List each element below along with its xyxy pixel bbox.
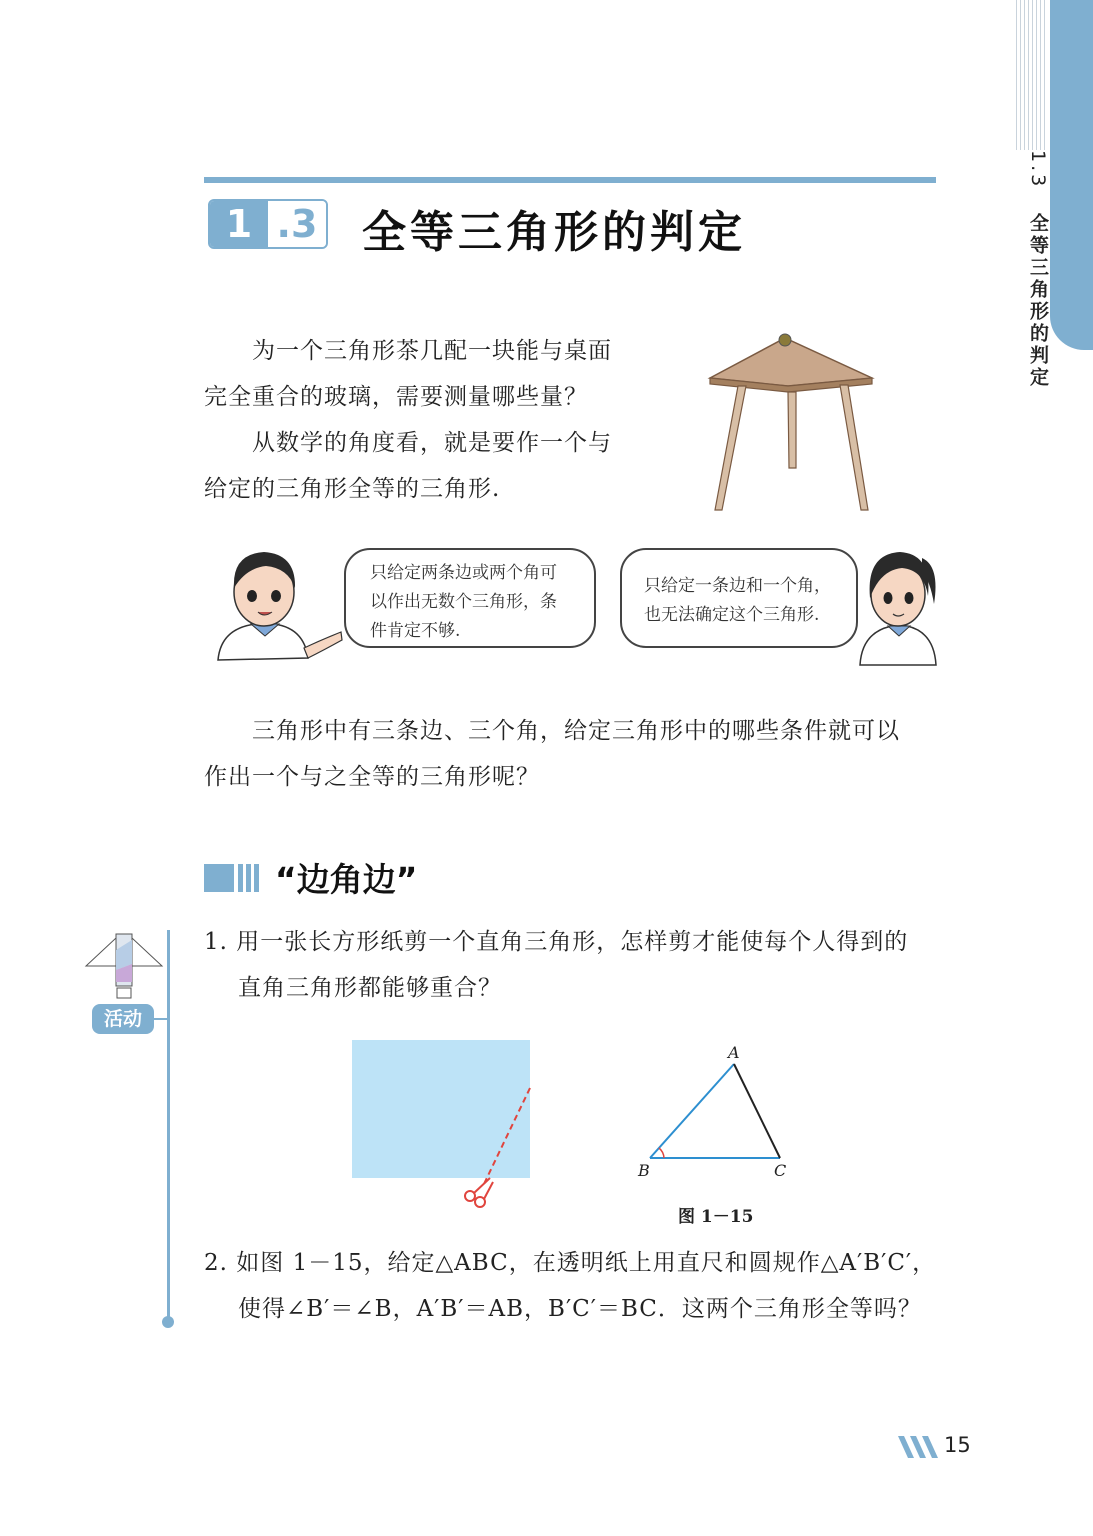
tea-table-illustration xyxy=(700,328,885,518)
question-paragraph xyxy=(204,708,944,800)
side-chapter-title xyxy=(1012,150,1052,389)
intro-paragraph xyxy=(204,328,674,512)
side-ac xyxy=(734,1064,780,1158)
angle-b-arc xyxy=(659,1148,664,1158)
figure-caption: 图 1－15 xyxy=(678,1207,754,1227)
activity-item-2 xyxy=(204,1240,954,1332)
intro-line-3: 从数学的角度看，就是要作一个与 xyxy=(252,430,612,456)
boy-speech-line-3: 件肯定不够. xyxy=(370,621,461,641)
activity-rail xyxy=(167,930,170,1320)
question-line-2: 作出一个与之全等的三角形呢？ xyxy=(204,764,540,790)
paper-cutting-figure xyxy=(348,1036,548,1216)
activity-item-1 xyxy=(204,919,944,1011)
vertex-label-b: B xyxy=(638,1161,650,1180)
boy-speech-bubble xyxy=(344,548,596,648)
activity-label: 活动 xyxy=(92,1004,154,1034)
side-number: 1.3 xyxy=(1027,150,1049,190)
vertex-label-a: A xyxy=(728,1043,740,1062)
activity-tick xyxy=(154,1018,168,1020)
scissors-icon xyxy=(465,1178,493,1207)
section-number-major: 1 xyxy=(210,201,268,247)
boy-speech-line-1: 只给定两条边或两个角可 xyxy=(370,563,557,583)
question-line-1: 三角形中有三条边、三个角，给定三角形中的哪些条件就可以 xyxy=(252,718,900,744)
triangle-abc-figure xyxy=(630,1040,800,1185)
activity-item-1-line-1: 1. 用一张长方形纸剪一个直角三角形，怎样剪才能使每个人得到的 xyxy=(204,929,909,955)
intro-line-4: 给定的三角形全等的三角形. xyxy=(204,476,501,502)
girl-character xyxy=(852,540,944,675)
activity-item-2-line-2: 使得∠B′＝∠B，A′B′＝AB，B′C′＝BC．这两个三角形全等吗？ xyxy=(238,1296,922,1322)
section-number-badge xyxy=(208,199,328,249)
girl-speech-line-2: 也无法确定这个三角形. xyxy=(644,605,820,625)
girl-speech-line-1: 只给定一条边和一个角， xyxy=(644,576,831,596)
side-tab xyxy=(1050,0,1093,350)
girl-speech-bubble xyxy=(620,548,858,648)
boy-character xyxy=(196,540,346,675)
paper-rectangle xyxy=(352,1040,530,1178)
activity-item-1-line-2: 直角三角形都能够重合？ xyxy=(238,975,502,1001)
heading-rule xyxy=(204,177,936,183)
intro-line-2: 完全重合的玻璃，需要测量哪些量？ xyxy=(204,384,588,410)
activity-kite-icon xyxy=(84,930,164,1000)
vertex-label-c: C xyxy=(774,1161,787,1180)
boy-speech-line-2: 以作出无数个三角形，条 xyxy=(370,592,557,612)
side-decoration-lines xyxy=(1016,0,1050,150)
section-title: 全等三角形的判定 xyxy=(362,207,746,258)
page-number: 15 xyxy=(944,1433,971,1457)
side-title-text: 全等三角形的判定 xyxy=(1027,212,1049,389)
activity-item-2-line-1: 2. 如图 1－15，给定△ABC，在透明纸上用直尺和圆规作△A′B′C′， xyxy=(204,1250,937,1276)
intro-line-1: 为一个三角形茶几配一块能与桌面 xyxy=(252,338,612,364)
page-number-decoration xyxy=(896,1434,940,1460)
side-ab xyxy=(650,1064,734,1158)
section-number-minor: .3 xyxy=(268,201,326,247)
activity-rail-end xyxy=(162,1316,174,1328)
subsection-title: “边角边” xyxy=(275,860,418,899)
